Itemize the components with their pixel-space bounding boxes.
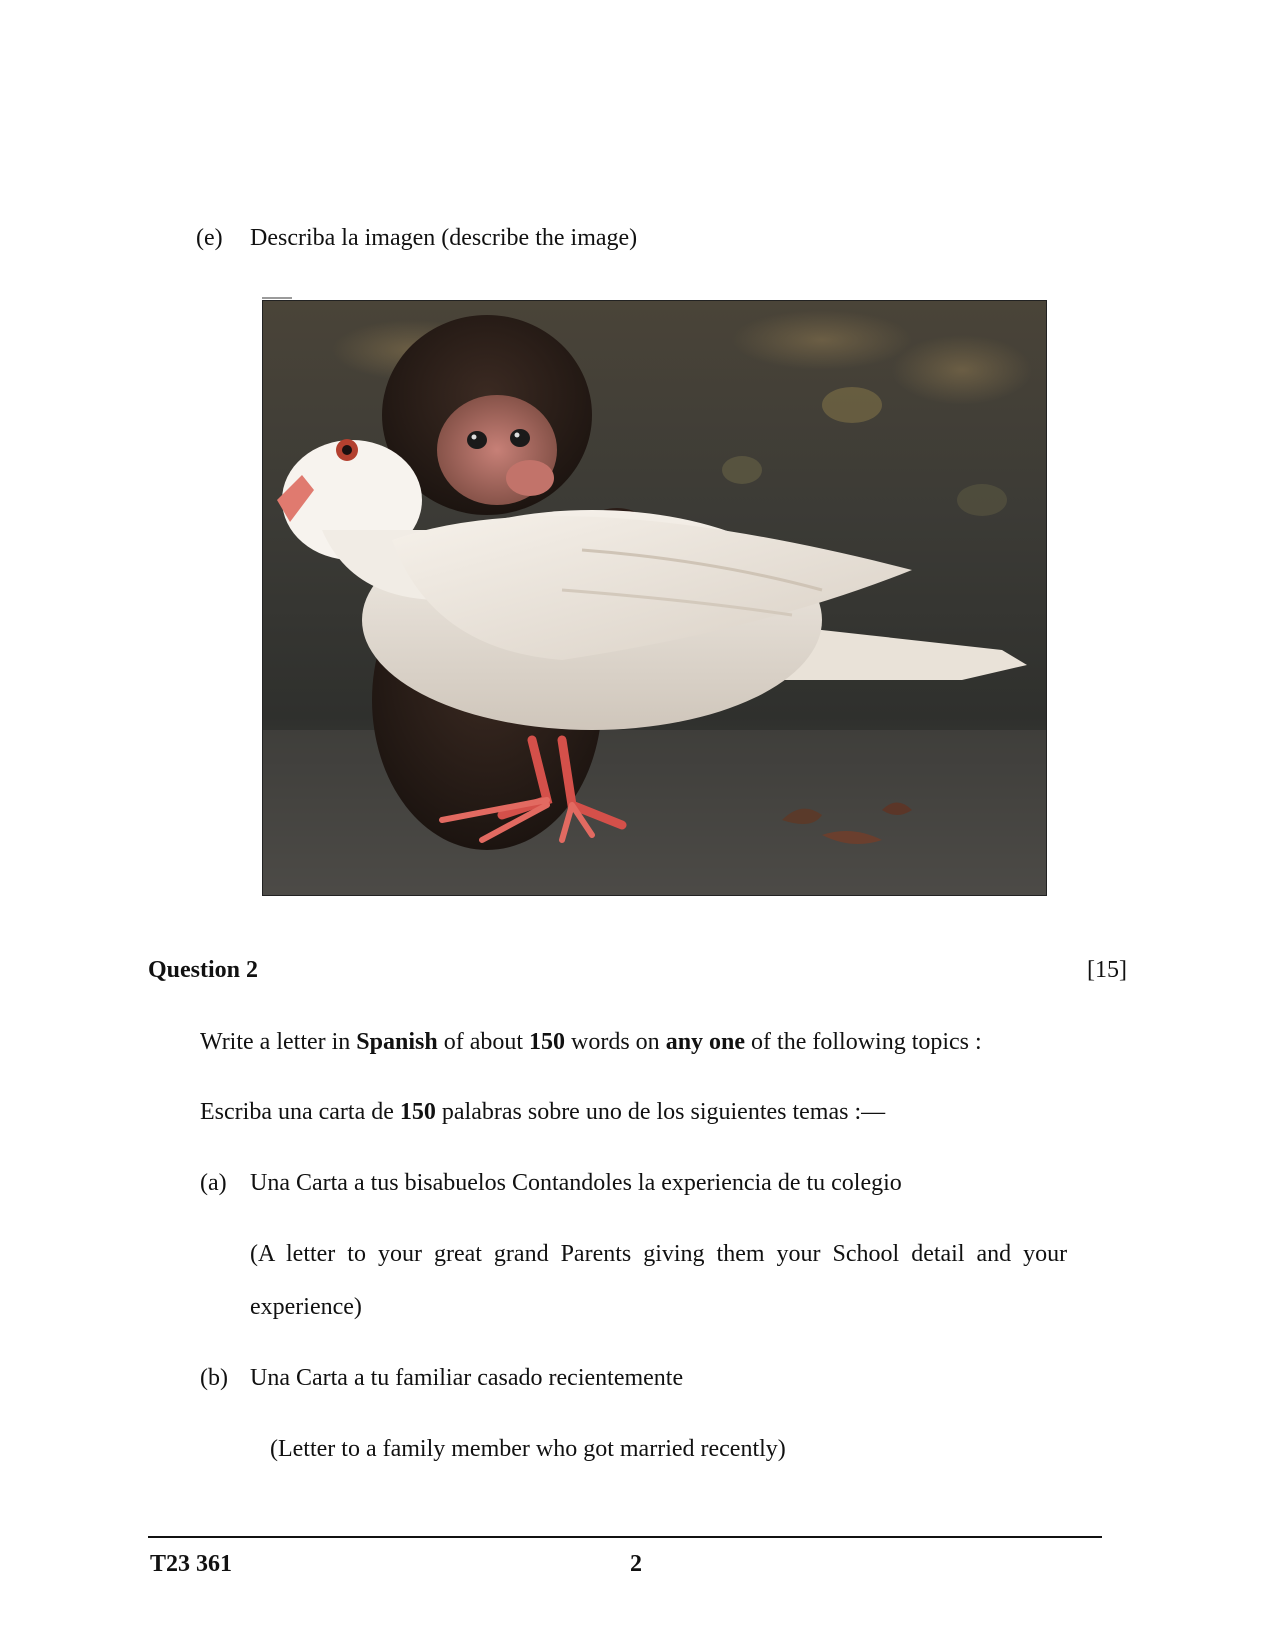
instruction-en-bold: Spanish — [356, 1029, 438, 1055]
footer-divider — [148, 1536, 1102, 1538]
question-2-marks: [15] — [1087, 957, 1127, 983]
option-a-translation-line2: experience) — [250, 1294, 362, 1320]
option-a-text: Una Carta a tus bisabuelos Contandoles la experiencia de tu colegio — [250, 1170, 902, 1196]
footer-code: T23 361 — [150, 1551, 233, 1577]
part-e-label: (e) — [196, 225, 223, 251]
instruction-en-bold: 150 — [529, 1029, 566, 1055]
monkey-hugging-dove-icon — [262, 300, 1047, 896]
instruction-spanish — [200, 1098, 885, 1126]
question-2-title: Question 2 — [148, 957, 259, 983]
instruction-es-bold: 150 — [399, 1099, 436, 1125]
option-b-text: Una Carta a tu familiar casado recientemente — [250, 1365, 684, 1391]
instruction-en-part: Write a letter in — [200, 1029, 357, 1055]
photo-border-mark — [262, 297, 292, 299]
option-b-translation: (Letter to a family member who got married recently) — [270, 1436, 786, 1462]
instruction-es-part: palabras sobre uno de los siguientes temas :— — [435, 1099, 886, 1125]
instruction-en-bold: any one — [665, 1029, 746, 1055]
option-a-label: (a) — [200, 1170, 227, 1196]
footer-page-number: 2 — [630, 1551, 642, 1577]
option-b-label: (b) — [200, 1365, 228, 1391]
instruction-en-part: of about — [437, 1029, 530, 1055]
instruction-en-part: words on — [565, 1029, 666, 1055]
part-e-text: Describa la imagen (describe the image) — [250, 225, 638, 251]
instruction-english — [200, 1028, 982, 1056]
instruction-es-part: Escriba una carta de — [200, 1099, 400, 1125]
option-a-translation-line1: (A letter to your great grand Parents giving them your School detail and your — [250, 1241, 1068, 1267]
instruction-en-part: of the following topics : — [745, 1029, 982, 1055]
monkey-dove-photo — [262, 300, 1047, 896]
